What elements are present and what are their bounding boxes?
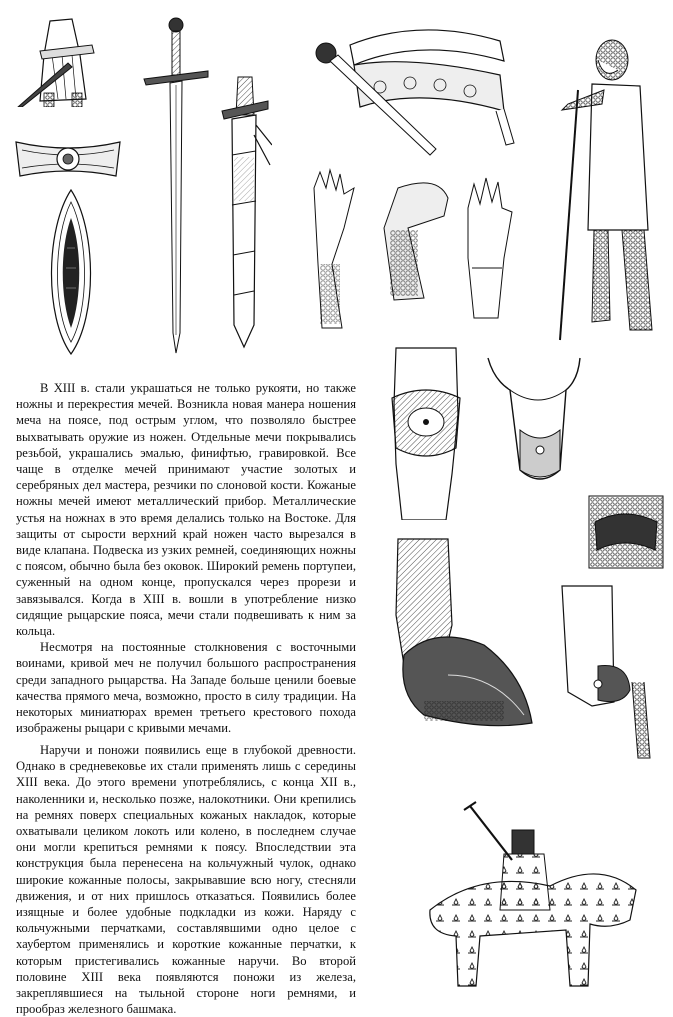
crossguard-drawing — [12, 128, 124, 190]
illustration-knee-armour — [382, 344, 470, 520]
armoured-foot-drawing — [384, 535, 534, 735]
illustration-crossguard — [12, 128, 124, 190]
illustration-mounted-knight — [400, 800, 660, 990]
kneeling-knight-drawing — [548, 30, 666, 350]
illustration-scabbard-chape — [40, 188, 102, 356]
paragraph-1: В XIII в. стали украшаться не только рукояти, но также ножны и перекрестия мечей. Возникла новая манера ношения меча на поясе, под острым углом, что позволяло быстрее выхватывать оружие из ножен. Отдельные мечи покрывались резьбой, украшались эмалью, финифтью, гравировкой. Все чаще в отделке мечей принимают участие золотых и серебряных дел мастера, резчики по слоновой кости. Кожаные ножны мечей имеют металлический прибор. Металлические устья на ножнах в это время делались только на Востоке. Для защиты от сырости верхний край ножен часто вырезался в виде клапана. Подвеска из узких ремней, соединяющих ножны с поясом, обычно была без оковок. Широкий ремень портупеи, суженный на одном конце, пропускался через прорези и завязывался. Когда в XIII в. вошли в употребление низко сидящие рыцарские пояса, мечи стали подвешивать к ним за кольца. — [16, 381, 356, 639]
knee-armour-drawing — [382, 344, 470, 520]
belt-on-tunic-drawing — [10, 15, 106, 107]
decorated-belt-drawing — [300, 15, 528, 165]
elbow-cop-drawing — [585, 492, 667, 572]
sword-scabbard-drawing — [212, 75, 272, 353]
illustration-sword — [140, 15, 210, 355]
illustration-leg-with-knee-cop — [552, 582, 664, 762]
illustration-poleyn — [480, 350, 586, 490]
mounted-knight-drawing — [400, 800, 660, 990]
leg-with-knee-cop-drawing — [552, 582, 664, 762]
text-column-upper — [16, 380, 356, 736]
illustration-elbow-cop — [585, 492, 667, 572]
mail-gloves-drawing — [298, 168, 530, 336]
illustration-sword-scabbard — [212, 75, 272, 353]
sword-drawing — [140, 15, 210, 355]
illustration-decorated-belt — [300, 15, 528, 165]
illustration-armoured-foot — [384, 535, 534, 735]
text-column-lower — [16, 742, 356, 1017]
paragraph-3: Наручи и поножи появились еще в глубокой древности. Однако в средневековье их стали применять лишь с середины XIII века. До этого времени употреблялись, с конца XII в., наколенники и, несколько позже, налокотники. Они крепились на ремнях поверх специальных кожаных накладок, которые охватывали целиком локоть или колено, в последнем случае они могли крепиться ремнями к поясу. Впоследствии эта конструкция была перенесена на кольчужный чулок, однако широкие кожанные полосы, закрывавшие всю ногу, стесняли движения, и от них пришлось отказаться. Появились более изящные и более удобные подкладки из кожи. Наряду с кольчужными перчатками, составлявшими одно целое с хаубертом применялись и короткие кожанные перчатки, к которым пристегивались кожанные наручи. Во второй половине XIII века появляются поножи из железа, закреплявшиеся на тыльной стороне ноги ремнями, и прообраз железного башмака. — [16, 743, 356, 1017]
illustration-mail-gloves — [298, 168, 530, 336]
scabbard-chape-drawing — [40, 188, 102, 356]
poleyn-drawing — [480, 350, 586, 490]
illustration-belt-on-tunic — [10, 15, 106, 107]
paragraph-2: Несмотря на постоянные столкновения с восточными воинами, кривой меч не получил большого распространения среди западного рыцарства. На Западе больше ценили боевые качества прямого меча, возможно, просто в силу традиции. На некоторых миниатюрах времен третьего крестового похода изображены рыцари с кривыми мечами. — [16, 640, 356, 736]
illustration-kneeling-knight — [548, 30, 666, 350]
